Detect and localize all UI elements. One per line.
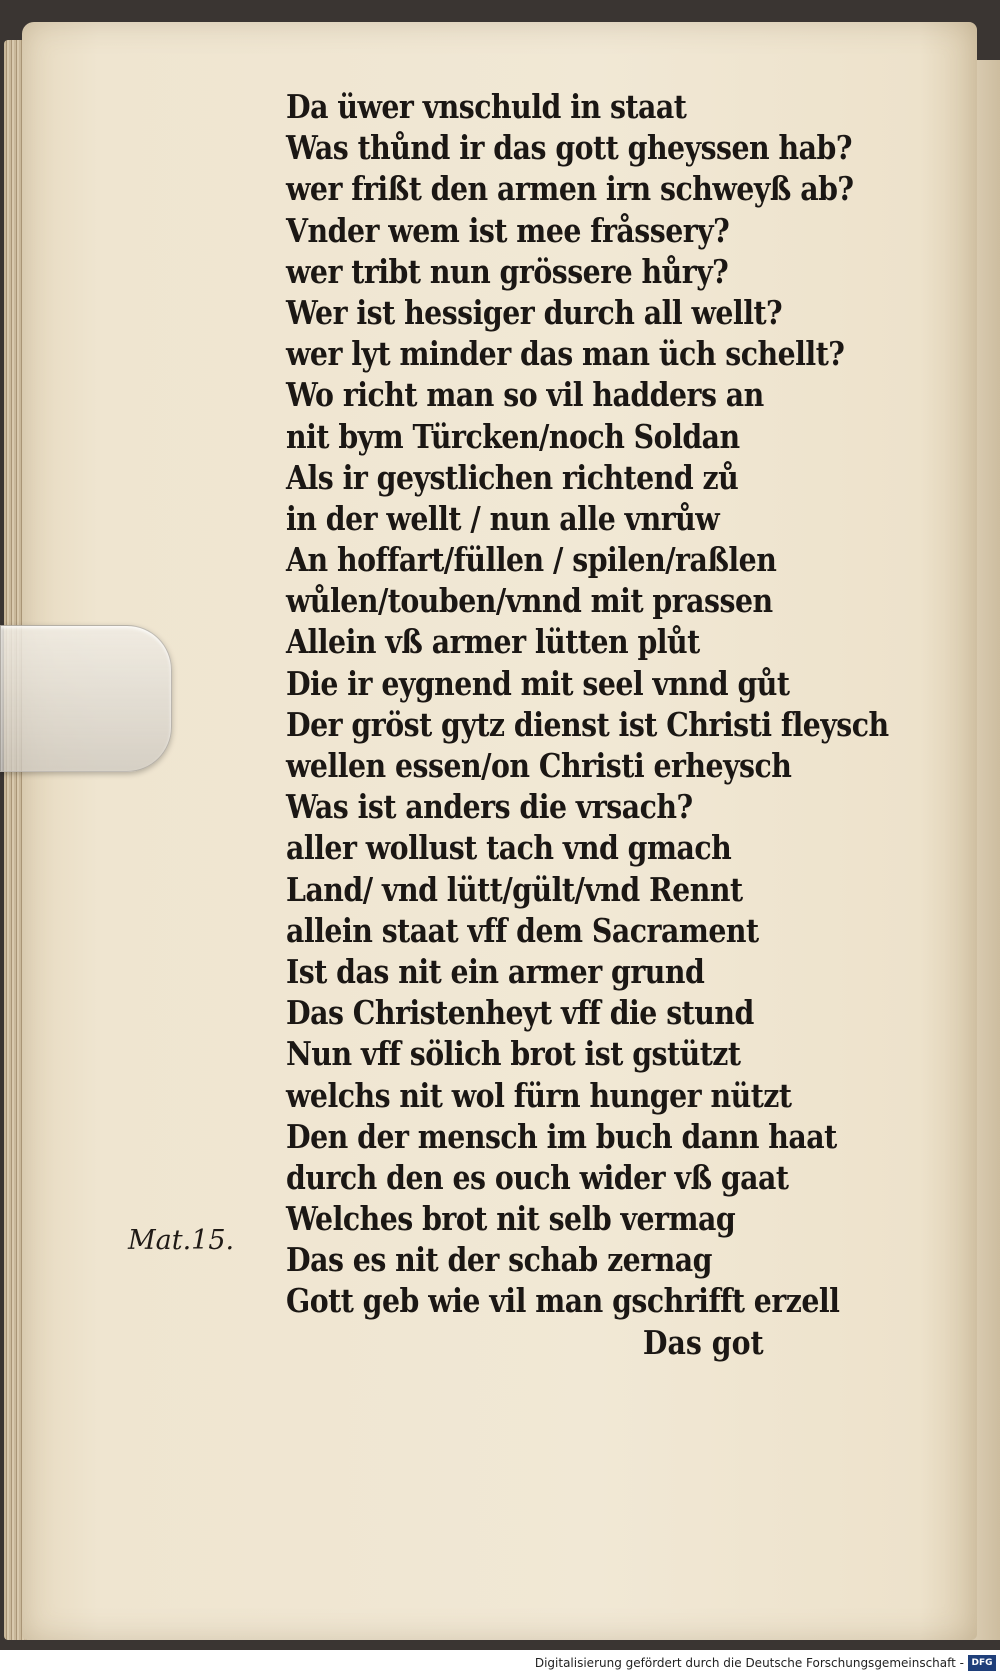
verse-line: wůlen/touben/vnnd mit prassen <box>286 581 773 621</box>
verse-line: Gott geb wie vil man gschrifft erzell <box>286 1281 840 1321</box>
verse-line: wer lyt minder das man üch schellt? <box>286 334 845 374</box>
verse-line: wellen essen/on Christi erheysch <box>286 746 792 785</box>
verse-line: Das es nit der schab zernag <box>286 1240 712 1280</box>
verse-line: Ist das nit ein armer grund <box>286 951 705 991</box>
verse-line: An hoffart/füllen / spilen/raßlen <box>286 540 777 580</box>
verse-line: Vnder wem ist mee fråssery? <box>286 210 730 250</box>
verse-line: Der gröst gytz dienst ist Christi fleysch <box>286 704 889 744</box>
verse-line: Was ist anders die vrsach? <box>286 787 693 827</box>
footer-bar <box>0 1650 1000 1678</box>
verse-line: nit bym Türcken/noch Soldan <box>286 416 740 456</box>
verse-line: Da üwer vnschuld in staat <box>286 87 687 126</box>
verse-line: Allein vß armer lütten plůt <box>286 622 700 662</box>
verse-line: Den der mensch im buch dann haat <box>286 1116 837 1156</box>
verse-line: Das Christenheyt vff die stund <box>286 993 754 1033</box>
verse-line: Nun vff sölich brot ist gstützt <box>286 1034 741 1074</box>
verse-line: Wer ist hessiger durch all wellt? <box>286 292 783 332</box>
dfg-logo: DFG <box>968 1655 996 1671</box>
catchword: Das got <box>642 1322 764 1362</box>
verse-line: Land/ vnd lütt/gült/vnd Rennt <box>286 869 743 909</box>
page-clip <box>0 625 172 772</box>
margin-note: Mat.15. <box>128 1225 235 1256</box>
verse-line: welchs nit wol fürn hunger nützt <box>286 1075 792 1115</box>
verse-text-block <box>286 86 906 1363</box>
verse-line: in der wellt / nun alle vnrůw <box>286 498 720 538</box>
verse-line: wer frißt den armen irn schweyß ab? <box>286 169 854 209</box>
verse-line: Welches brot nit selb vermag <box>286 1199 736 1239</box>
verse-line: allein staat vff dem Sacrament <box>286 910 759 950</box>
verse-line: wer tribt nun grössere hůry? <box>286 251 729 291</box>
verse-line: Was thůnd ir das gott gheyssen hab? <box>286 128 852 168</box>
verse-line: Wo richt man so vil hadders an <box>286 375 764 415</box>
verse-line: Als ir geystlichen richtend zů <box>286 457 739 497</box>
footer-credit: Digitalisierung gefördert durch die Deutsche Forschungsgemeinschaft - <box>534 1656 964 1670</box>
verse-line: aller wollust tach vnd gmach <box>286 828 732 868</box>
verse-line: Die ir eygnend mit seel vnnd gůt <box>286 663 790 703</box>
verse-line: durch den es ouch wider vß gaat <box>286 1157 789 1197</box>
